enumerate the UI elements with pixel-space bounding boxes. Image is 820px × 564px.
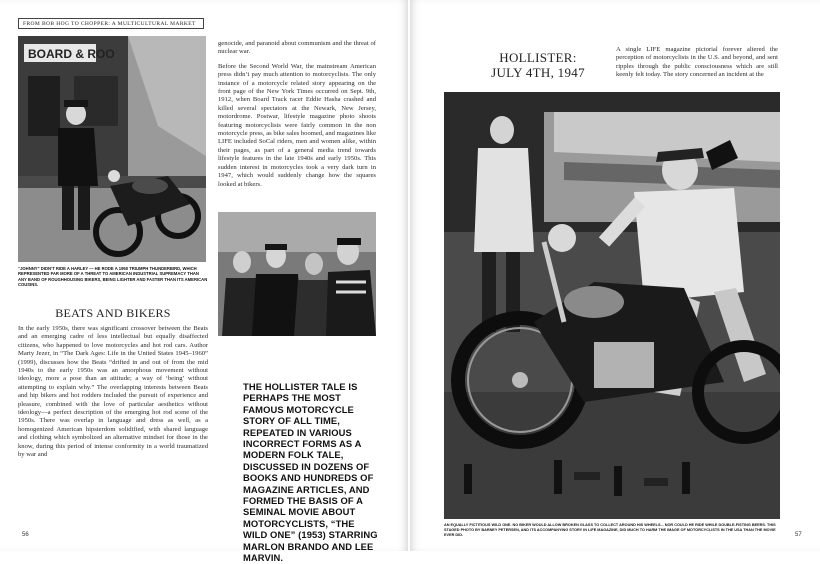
section-heading: BEATS AND BIKERS [55, 306, 171, 320]
board-sign-text: BOARD & ROO [28, 47, 115, 61]
heading-line2: JULY 4TH, 1947 [491, 65, 585, 80]
bikers-group-photo [218, 212, 376, 336]
folio-right: 57 [795, 532, 802, 538]
pull-quote: THE HOLLISTER TALE IS PERHAPS THE MOST FAMOUS MOTORCYCLE STORY OF ALL TIME, REPEATED IN VARIOUS INCORRECT FORMS AS A MODERN FOLK TALE, DISCUSSED IN DOZENS OF BOOKS AND HUNDREDS OF MAGAZINE ARTICLES, AND FORMED THE BASIS OF A SEMINAL MOVIE ABOUT MOTORCYCLISTS, “THE WILD ONE” (1953) STARRING MARLON BRANDO AND LEE MARVIN. [243, 381, 378, 564]
hollister-heading [462, 50, 614, 80]
section-text: In the early 1950s, there was significant crossover between the Beats and an emerging cadre of less intellectual but equally disaffected citizens, who happened to love motorcycles and hot rod cars. Author Marty Jezer, in “The Dark Ages: Life in the United States 1945–1960” (1999), discusses how the Beats “drifted in and out of from the mid 1940s to the early 1950s was an amorphous movement without ideology, more a pose than an attitude; a way of ‘being’ without attempting to explain why.” The overlapping interests between Beats and hip bikers and hot rodders included the pursuit of experience and pleasure, combined with the love of particular aesthetics without ideology—a perfect description of the emerging hot rod scene of the 1950s. There was overlap in language and dress as well, as a homogenized American hipsterdom solidified, with shared language and clothing which symbolized an alternative mindset for those in the know, during this period of intense conformity in a world traumatized by war and [18, 325, 208, 459]
left-page [0, 0, 408, 564]
brando-photo [18, 36, 206, 262]
running-header: FROM BOB HOG TO CHOPPER: A MULTICULTURAL MARKET [18, 18, 204, 29]
hollister-photo [444, 92, 780, 519]
folio-left: 56 [22, 532, 29, 538]
right-page [410, 0, 820, 551]
paragraph: Before the Second World War, the mainstream American press didn’t pay much attention to motorcyclists. The only instance of a motorcycle related story appearing on the front page of the New York Times occurred on Sept. 9th, 1912, when Board Track racer Eddie Hasha crashed and killed several spectators at the Newark, New Jersey, motordrome. Postwar, lifestyle magazine photo shoots featuring motorcyclists were fairly common in the non motorcycle press, as bike sales boomed, and magazines like LIFE included SoCal riders, men and women alike, within their pages, as part of a general media trend towards lifestyle features in the late 1940s and early 1950s. This sudden interest in motorcycles took a very dark turn in 1947, which would suddenly change how the squares looked at bikers. [218, 62, 376, 188]
hollister-caption: AN EQUALLY FICTITIOUS WILD ONE. NO BIKER WOULD ALLOW BROKEN GLASS TO COLLECT AROUND HIS WHEELS... NOR COULD HE RIDE WHILE DOUBLE-FISTING BEERS. THIS STAGED PHOTO BY BARNEY PETERSEN, AND ITS ACCOMPANYING STORY IN LIFE MAGAZINE, DID MUCH TO HARM THE IMAGE OF MOTORCYCLISTS IN THE USA THAN THE MOVIE EVER DID. [444, 523, 776, 537]
left-column-text [218, 40, 376, 195]
heading-line1: HOLLISTER: [499, 50, 577, 65]
intro-text: A single LIFE magazine pictorial forever altered the perception of motorcyclists in the U.S. and beyond, and sent ripples through the public consciousness which are still keenly felt today. The story concerned an incident at the [616, 46, 778, 79]
photo1-caption: “JOHNNY” DIDN’T RIDE A HARLEY — HE RODE A 1950 TRIUMPH THUNDERBIRD, WHICH REPRESENTED FAR MORE OF A THREAT TO AMERICAN INDUSTRIAL SUPREMACY THAN ANY BAND OF ROUGHHOUSING BIKERS, BEING LIGHTER AND FASTER THAN ITS AMERICAN COUSINS. [18, 266, 208, 288]
paragraph: genocide, and paranoid about communism and the threat of nuclear war. [218, 40, 376, 56]
